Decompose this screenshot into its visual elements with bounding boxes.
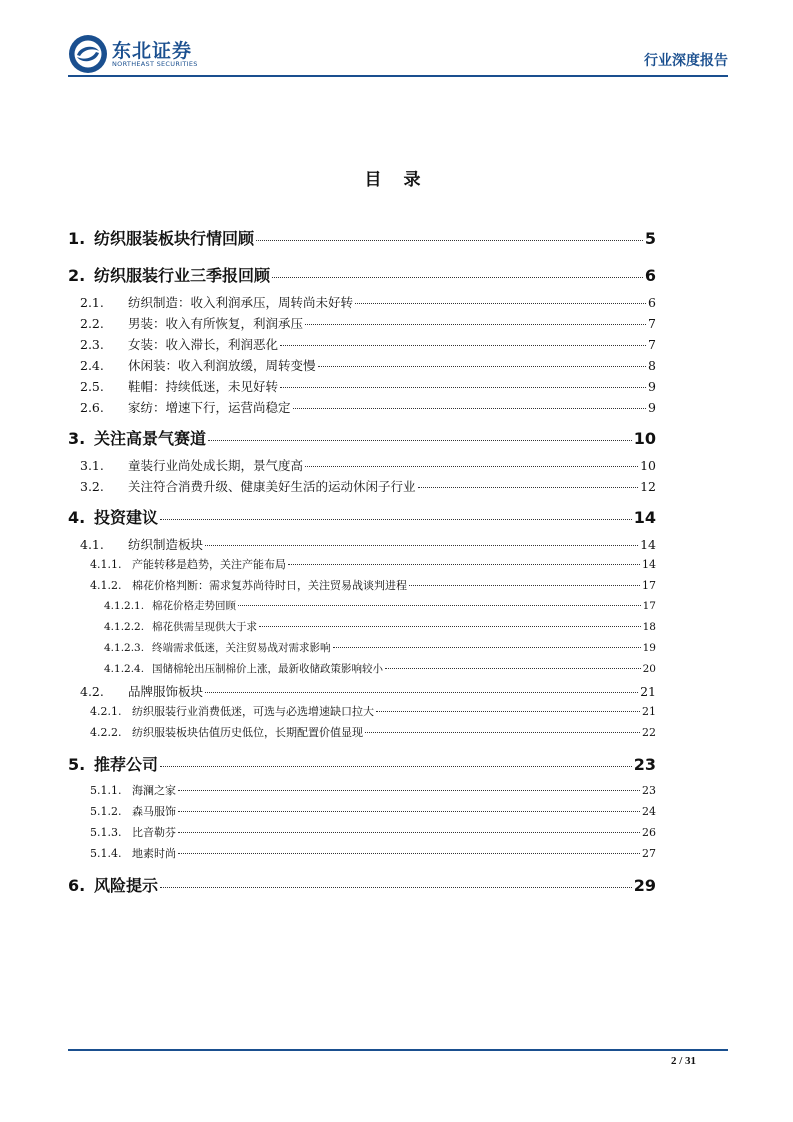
table-of-contents bbox=[68, 226, 656, 903]
toc-entry-title: 鞋帽：持续低迷，未见好转 bbox=[128, 379, 279, 394]
toc-entry[interactable] bbox=[68, 398, 656, 419]
toc-entry-number: 2.5. bbox=[80, 379, 104, 394]
company-logo bbox=[68, 34, 228, 74]
toc-entry-title: 棉花价格判断：需求复苏尚待时日，关注贸易战谈判进程 bbox=[132, 579, 407, 592]
dot-leader bbox=[178, 811, 640, 812]
toc-entry-page: 12 bbox=[640, 479, 656, 494]
toc-entry-title: 推荐公司 bbox=[94, 755, 159, 774]
toc-entry-number: 5. bbox=[68, 755, 86, 774]
toc-entry-title: 休闲装：收入利润放缓，周转变慢 bbox=[128, 358, 316, 373]
dot-leader bbox=[280, 387, 646, 388]
toc-entry-number: 5.1.3. bbox=[90, 826, 122, 839]
toc-entry-title: 地素时尚 bbox=[132, 847, 176, 860]
toc-entry-title: 棉花价格走势回顾 bbox=[152, 600, 236, 612]
page-header bbox=[68, 34, 728, 74]
report-type: 行业深度报告 bbox=[644, 53, 728, 69]
dot-leader bbox=[178, 853, 640, 854]
toc-entry[interactable] bbox=[68, 873, 656, 903]
toc-entry-number: 4.1.2.2. bbox=[104, 621, 145, 633]
toc-entry[interactable] bbox=[68, 356, 656, 377]
toc-entry-number: 1. bbox=[68, 229, 86, 248]
toc-entry-title: 国储棉轮出压制棉价上涨，最新收储政策影响较小 bbox=[152, 663, 383, 675]
toc-entry-page: 8 bbox=[648, 358, 656, 373]
toc-entry-number: 3. bbox=[68, 429, 86, 448]
toc-entry-number: 4.1.2. bbox=[90, 579, 122, 592]
toc-entry-number: 4.2.1. bbox=[90, 705, 122, 718]
toc-title: 目 录 bbox=[364, 170, 429, 190]
toc-entry-page: 26 bbox=[642, 826, 656, 839]
toc-entry[interactable] bbox=[68, 782, 656, 803]
toc-entry[interactable] bbox=[68, 226, 656, 256]
toc-entry-number: 4.1. bbox=[80, 537, 104, 552]
toc-entry-page: 21 bbox=[640, 684, 656, 699]
toc-entry-page: 10 bbox=[640, 458, 656, 473]
toc-entry-page: 27 bbox=[642, 847, 656, 860]
toc-entry[interactable] bbox=[68, 293, 656, 314]
toc-entry-page: 10 bbox=[633, 429, 656, 448]
toc-entry-number: 4. bbox=[68, 508, 86, 527]
toc-entry[interactable] bbox=[68, 477, 656, 498]
toc-entry-title: 纺织服装板块行情回顾 bbox=[94, 229, 255, 248]
toc-entry-page: 29 bbox=[633, 876, 656, 895]
toc-entry-page: 5 bbox=[644, 229, 656, 248]
toc-entry-number: 2. bbox=[68, 266, 86, 285]
toc-entry-page: 6 bbox=[648, 295, 656, 310]
toc-entry-number: 2.2. bbox=[80, 316, 104, 331]
toc-entry[interactable] bbox=[68, 426, 656, 456]
dot-leader bbox=[256, 240, 643, 241]
toc-entry-number: 5.1.1. bbox=[90, 784, 122, 797]
toc-entry-number: 4.1.2.1. bbox=[104, 600, 145, 612]
toc-entry[interactable] bbox=[68, 803, 656, 824]
toc-entry-page: 9 bbox=[648, 379, 656, 394]
dot-leader bbox=[205, 692, 638, 693]
page-number: 2 / 31 bbox=[670, 1055, 696, 1067]
toc-entry[interactable] bbox=[68, 752, 656, 782]
toc-entry-title: 棉花供需呈现供大于求 bbox=[152, 621, 257, 633]
toc-entry-page: 22 bbox=[642, 726, 656, 739]
toc-entry-page: 14 bbox=[640, 537, 656, 552]
dot-leader bbox=[409, 585, 640, 586]
toc-entry[interactable] bbox=[68, 682, 656, 703]
toc-entry-page: 7 bbox=[648, 337, 656, 352]
toc-entry-title: 男装：收入有所恢复，利润承压 bbox=[128, 316, 304, 331]
toc-entry-title: 纺织服装行业消费低迷，可选与必选增速缺口拉大 bbox=[132, 705, 374, 718]
toc-entry-page: 17 bbox=[642, 600, 656, 612]
toc-entry-page: 21 bbox=[642, 705, 656, 718]
toc-entry-title: 比音勒芬 bbox=[132, 826, 176, 839]
dot-leader bbox=[178, 832, 640, 833]
toc-entry-page: 14 bbox=[642, 558, 656, 571]
toc-entry-page: 19 bbox=[642, 642, 656, 654]
dot-leader bbox=[178, 790, 640, 791]
logo-name: 东北证券 bbox=[112, 40, 193, 62]
dot-leader bbox=[238, 605, 641, 606]
toc-entry[interactable] bbox=[68, 703, 656, 724]
toc-entry-page: 9 bbox=[648, 400, 656, 415]
toc-entry-title: 童装行业尚处成长期，景气度高 bbox=[128, 458, 304, 473]
dot-leader bbox=[280, 345, 646, 346]
toc-entry[interactable] bbox=[68, 640, 656, 661]
dot-leader bbox=[365, 732, 640, 733]
dot-leader bbox=[376, 711, 640, 712]
toc-entry-title: 品牌服饰板块 bbox=[128, 684, 204, 699]
toc-entry-title: 森马服饰 bbox=[132, 805, 176, 818]
toc-entry-number: 5.1.2. bbox=[90, 805, 122, 818]
toc-entry-number: 4.1.2.3. bbox=[104, 642, 145, 654]
toc-entry-number: 6. bbox=[68, 876, 86, 895]
dot-leader bbox=[160, 519, 632, 520]
toc-entry[interactable] bbox=[68, 335, 656, 356]
logo-subtitle: NORTHEAST SECURITIES bbox=[112, 60, 198, 68]
toc-entry[interactable] bbox=[68, 535, 656, 556]
toc-entry[interactable] bbox=[68, 556, 656, 577]
toc-entry-number: 3.2. bbox=[80, 479, 104, 494]
toc-entry[interactable] bbox=[68, 845, 656, 866]
toc-entry-title: 女装：收入滞长，利润恶化 bbox=[128, 337, 279, 352]
toc-entry-title: 风险提示 bbox=[94, 876, 159, 895]
toc-entry-title: 产能转移是趋势，关注产能布局 bbox=[132, 558, 286, 571]
dot-leader bbox=[205, 545, 638, 546]
toc-entry[interactable] bbox=[68, 577, 656, 598]
toc-entry-page: 23 bbox=[642, 784, 656, 797]
toc-entry-page: 17 bbox=[642, 579, 656, 592]
toc-entry[interactable] bbox=[68, 505, 656, 535]
toc-entry[interactable] bbox=[68, 661, 656, 682]
toc-entry-number: 4.1.2.4. bbox=[104, 663, 145, 675]
toc-entry[interactable] bbox=[68, 377, 656, 398]
toc-entry-title: 关注高景气赛道 bbox=[94, 429, 207, 448]
toc-entry[interactable] bbox=[68, 456, 656, 477]
toc-entry[interactable] bbox=[68, 598, 656, 619]
toc-entry-page: 6 bbox=[644, 266, 656, 285]
toc-entry-page: 18 bbox=[642, 621, 656, 633]
dot-leader bbox=[272, 277, 643, 278]
toc-entry-number: 4.2.2. bbox=[90, 726, 122, 739]
toc-entry-number: 5.1.4. bbox=[90, 847, 122, 860]
toc-entry-page: 14 bbox=[633, 508, 656, 527]
dot-leader bbox=[293, 408, 647, 409]
toc-entry-title: 家纺：增速下行，运营尚稳定 bbox=[128, 400, 291, 415]
header-divider bbox=[68, 75, 728, 77]
toc-entry-title: 纺织制造板块 bbox=[128, 537, 204, 552]
dot-leader bbox=[305, 466, 638, 467]
footer-divider bbox=[68, 1049, 728, 1051]
toc-entry-number: 3.1. bbox=[80, 458, 104, 473]
toc-entry[interactable] bbox=[68, 619, 656, 640]
dot-leader bbox=[305, 324, 646, 325]
toc-entry-number: 2.4. bbox=[80, 358, 104, 373]
toc-entry-number: 2.6. bbox=[80, 400, 104, 415]
toc-entry-title: 纺织服装板块估值历史低位，长期配置价值显现 bbox=[132, 726, 363, 739]
toc-entry-number: 4.1.1. bbox=[90, 558, 122, 571]
dot-leader bbox=[208, 440, 632, 441]
logo-emblem-icon bbox=[68, 34, 108, 74]
dot-leader bbox=[160, 887, 632, 888]
toc-entry-number: 4.2. bbox=[80, 684, 104, 699]
toc-entry-page: 7 bbox=[648, 316, 656, 331]
dot-leader bbox=[355, 303, 646, 304]
toc-entry-title: 终端需求低迷，关注贸易战对需求影响 bbox=[152, 642, 331, 654]
toc-entry-number: 2.1. bbox=[80, 295, 104, 310]
toc-entry-title: 投资建议 bbox=[94, 508, 159, 527]
toc-entry-page: 23 bbox=[633, 755, 656, 774]
toc-entry[interactable] bbox=[68, 263, 656, 293]
dot-leader bbox=[318, 366, 647, 367]
dot-leader bbox=[160, 766, 632, 767]
toc-entry-title: 海澜之家 bbox=[132, 784, 176, 797]
toc-entry-title: 纺织制造：收入利润承压，周转尚未好转 bbox=[128, 295, 354, 310]
dot-leader bbox=[385, 668, 641, 669]
dot-leader bbox=[333, 647, 641, 648]
toc-entry[interactable] bbox=[68, 314, 656, 335]
dot-leader bbox=[259, 626, 641, 627]
toc-entry[interactable] bbox=[68, 724, 656, 745]
dot-leader bbox=[418, 487, 639, 488]
toc-entry[interactable] bbox=[68, 824, 656, 845]
toc-entry-page: 24 bbox=[642, 805, 656, 818]
toc-entry-title: 关注符合消费升级、健康美好生活的运动休闲子行业 bbox=[128, 479, 416, 494]
toc-entry-number: 2.3. bbox=[80, 337, 104, 352]
toc-entry-page: 20 bbox=[642, 663, 656, 675]
toc-entry-title: 纺织服装行业三季报回顾 bbox=[94, 266, 271, 285]
dot-leader bbox=[288, 564, 640, 565]
